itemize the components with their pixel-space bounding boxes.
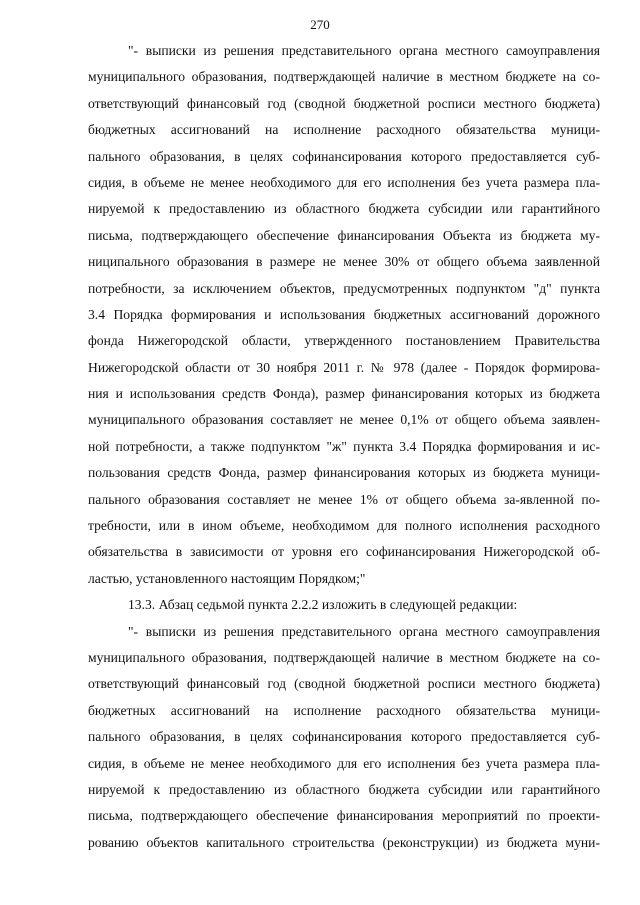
text-line: нируемой к предоставлению из областного бюджета субсидии или гарантийного	[88, 781, 600, 797]
text-line: ластью, установленного настоящим Порядком;"	[88, 570, 366, 586]
text-line: Нижегородской области от 30 ноября 2011 г. № 978 (далее - Порядок формирова-	[88, 359, 600, 375]
text-line: ниципального образования в размере не менее 30% от общего объема заявленной	[88, 254, 600, 270]
text-line: сидия, в объеме не менее необходимого для его исполнения без учета размера пла-	[88, 174, 600, 190]
text-line: пального образования, в целях софинансирования которого предоставляется суб-	[88, 729, 600, 745]
text-line: требности, или в ином объеме, необходимом для полного исполнения расходного	[88, 518, 600, 534]
text-line: потребности, за исключением объектов, предусмотренных подпунктом "д" пункта	[88, 280, 600, 296]
text-line: 3.4 Порядка формирования и использования бюджетных ассигнований дорожного	[88, 306, 600, 322]
text-line: фонда Нижегородской области, утвержденного постановлением Правительства	[88, 333, 600, 349]
text-line: письма, подтверждающего обеспечение финансирования Объекта из бюджета му-	[88, 227, 600, 243]
text-line: пользования средств Фонда, размер финансирования которых из бюджета муници-	[88, 465, 600, 481]
text-line: "- выписки из решения представительного органа местного самоуправления	[128, 623, 600, 639]
document-body	[88, 38, 600, 856]
text-line: ной потребности, а также подпунктом "ж" пункта 3.4 Порядка формирования и ис-	[88, 438, 600, 454]
text-line: ответствующий финансовый год (сводной бюджетной росписи местного бюджета)	[88, 676, 600, 692]
section-heading: 13.3. Абзац седьмой пункта 2.2.2 изложить в следующей редакции:	[128, 597, 518, 613]
text-line: рованию объектов капитального строительства (реконструкции) из бюджета муни-	[88, 834, 600, 850]
text-line: ответствующий финансовый год (сводной бюджетной росписи местного бюджета)	[88, 95, 600, 111]
text-line: нируемой к предоставлению из областного бюджета субсидии или гарантийного	[88, 201, 600, 217]
text-line: пального образования составляет не менее 1% от общего объема за-явленной по-	[88, 491, 600, 507]
text-line: обязательства в зависимости от уровня его софинансирования Нижегородской об-	[88, 544, 600, 560]
text-line: письма, подтверждающего обеспечение финансирования мероприятий по проекти-	[88, 808, 600, 824]
text-line: пального образования, в целях софинансирования которого предоставляется суб-	[88, 148, 600, 164]
text-line: бюджетных ассигнований на исполнение расходного обязательства муници-	[88, 122, 600, 138]
text-line: муниципального образования, подтверждающей наличие в местном бюджете на со-	[88, 649, 600, 665]
text-line: "- выписки из решения представительного органа местного самоуправления	[128, 43, 600, 58]
text-line: бюджетных ассигнований на исполнение расходного обязательства муници-	[88, 702, 600, 718]
text-line: муниципального образования составляет не менее 0,1% от общего объема заявлен-	[88, 412, 600, 428]
text-line: ния и использования средств Фонда), размер финансирования которых из бюджета	[88, 386, 600, 402]
text-line: сидия, в объеме не менее необходимого для его исполнения без учета размера пла-	[88, 755, 600, 771]
text-line: муниципального образования, подтверждающей наличие в местном бюджете на со-	[88, 69, 600, 85]
page-number: 270	[310, 17, 330, 32]
